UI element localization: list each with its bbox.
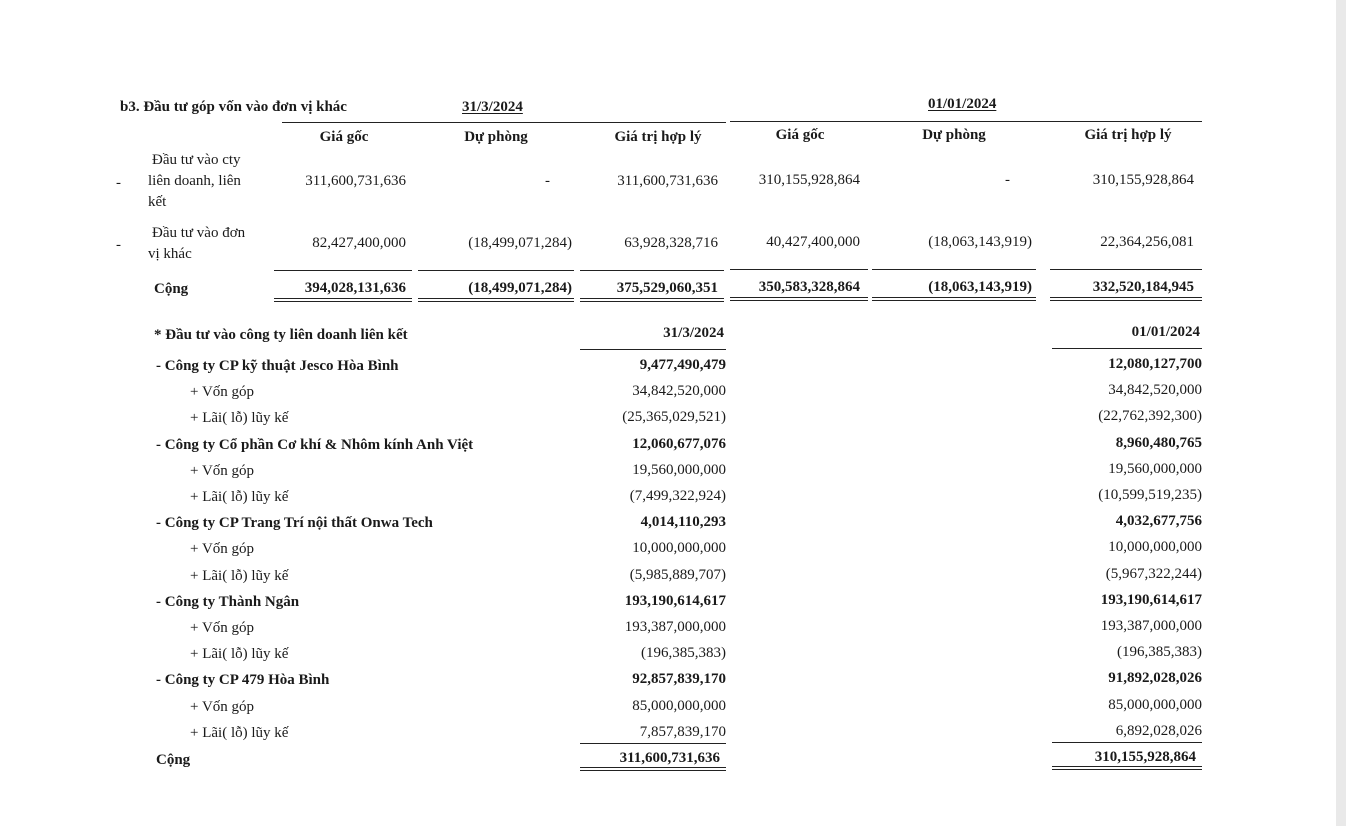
row-label-line: vị khác — [148, 246, 192, 262]
jv-period-1: 31/3/2024 — [663, 325, 724, 341]
total-value: 394,028,131,636 — [304, 280, 406, 296]
page-right-edge — [1336, 0, 1346, 826]
value-31-3-2024: 9,477,490,479 — [639, 357, 726, 373]
value-31-3-2024: (7,499,322,924) — [629, 488, 726, 504]
value-31-3-2024: 193,190,614,617 — [624, 593, 726, 609]
total-rule — [730, 269, 868, 270]
cell-value: 82,427,400,000 — [312, 235, 406, 251]
line-item-label: + Lãi( lỗ) lũy kế — [190, 410, 289, 426]
cell-value: (18,063,143,919) — [928, 234, 1032, 250]
total-double-rule — [730, 297, 868, 301]
b3-period-2-rule — [730, 121, 1202, 122]
total-label: Cộng — [154, 281, 189, 297]
line-item-label: + Lãi( lỗ) lũy kế — [190, 646, 289, 662]
jv-total-value-2: 310,155,928,864 — [1094, 749, 1196, 765]
b3-col-du-phong-1: Dự phòng — [464, 129, 528, 145]
value-01-01-2024: 8,960,480,765 — [1115, 435, 1202, 451]
line-item-label: + Vốn góp — [190, 463, 255, 479]
row-bullet: - — [116, 175, 121, 191]
total-value: 375,529,060,351 — [616, 280, 718, 296]
b3-col-gia-goc-2: Giá gốc — [775, 127, 825, 143]
jv-total-double-rule — [1052, 766, 1202, 770]
cell-value: (18,499,071,284) — [468, 235, 572, 251]
row-label-line: Đầu tư vào cty — [152, 152, 241, 168]
value-01-01-2024: 193,387,000,000 — [1100, 618, 1202, 634]
value-31-3-2024: (196,385,383) — [641, 645, 726, 661]
jv-period-2-rule — [1052, 348, 1202, 349]
line-item-label: + Lãi( lỗ) lũy kế — [190, 568, 289, 584]
value-31-3-2024: 12,060,677,076 — [632, 436, 726, 452]
b3-col-gia-tri-1: Giá trị hợp lý — [614, 129, 702, 145]
total-double-rule — [274, 298, 412, 302]
total-value: 350,583,328,864 — [758, 279, 860, 295]
total-double-rule — [418, 298, 574, 302]
value-01-01-2024: 91,892,028,026 — [1108, 670, 1202, 686]
value-01-01-2024: (22,762,392,300) — [1098, 408, 1202, 424]
value-31-3-2024: 193,387,000,000 — [624, 619, 726, 635]
value-31-3-2024: 85,000,000,000 — [632, 698, 726, 714]
jv-total-value-1: 311,600,731,636 — [619, 750, 720, 766]
b3-period-2: 01/01/2024 — [928, 96, 997, 112]
value-01-01-2024: 4,032,677,756 — [1115, 513, 1202, 529]
cell-value: 40,427,400,000 — [766, 234, 860, 250]
jv-period-1-rule — [580, 349, 726, 350]
cell-value: - — [1005, 172, 1010, 188]
total-value: (18,499,071,284) — [468, 280, 572, 296]
company-name: - Công ty Thành Ngân — [156, 594, 300, 610]
value-31-3-2024: (5,985,889,707) — [629, 567, 726, 583]
cell-value: - — [545, 173, 550, 189]
total-double-rule — [872, 297, 1036, 301]
row-bullet: - — [116, 237, 121, 253]
value-01-01-2024: (196,385,383) — [1117, 644, 1202, 660]
value-31-3-2024: 34,842,520,000 — [632, 383, 726, 399]
total-rule — [274, 270, 412, 271]
value-01-01-2024: 19,560,000,000 — [1108, 461, 1202, 477]
cell-value: 311,600,731,636 — [617, 173, 718, 189]
jv-total-rule — [1052, 742, 1202, 743]
total-value: (18,063,143,919) — [928, 279, 1032, 295]
value-01-01-2024: 6,892,028,026 — [1115, 723, 1202, 739]
value-31-3-2024: 10,000,000,000 — [632, 540, 726, 556]
row-label-line: Đầu tư vào đơn — [152, 225, 246, 241]
cell-value: 310,155,928,864 — [1092, 172, 1194, 188]
b3-col-du-phong-2: Dự phòng — [922, 127, 986, 143]
value-01-01-2024: (10,599,519,235) — [1098, 487, 1202, 503]
company-name: - Công ty CP 479 Hòa Bình — [156, 672, 330, 688]
total-rule — [872, 269, 1036, 270]
b3-heading: b3. Đầu tư góp vốn vào đơn vị khác — [120, 99, 347, 115]
value-01-01-2024: 10,000,000,000 — [1108, 539, 1202, 555]
total-rule — [580, 270, 724, 271]
line-item-label: + Vốn góp — [190, 620, 255, 636]
line-item-label: + Vốn góp — [190, 384, 255, 400]
value-31-3-2024: (25,365,029,521) — [622, 409, 726, 425]
b3-col-gia-goc-1: Giá gốc — [319, 129, 369, 145]
value-01-01-2024: 85,000,000,000 — [1108, 697, 1202, 713]
cell-value: 311,600,731,636 — [305, 173, 406, 189]
jv-total-rule — [580, 743, 726, 744]
line-item-label: + Vốn góp — [190, 699, 255, 715]
value-31-3-2024: 92,857,839,170 — [632, 671, 726, 687]
total-double-rule — [1050, 297, 1202, 301]
value-31-3-2024: 4,014,110,293 — [640, 514, 726, 530]
line-item-label: + Vốn góp — [190, 541, 255, 557]
value-31-3-2024: 7,857,839,170 — [639, 724, 726, 740]
company-name: - Công ty CP Trang Trí nội thất Onwa Tech — [156, 515, 433, 531]
value-01-01-2024: 193,190,614,617 — [1100, 592, 1202, 608]
value-01-01-2024: (5,967,322,244) — [1105, 566, 1202, 582]
total-rule — [1050, 269, 1202, 270]
line-item-label: + Lãi( lỗ) lũy kế — [190, 489, 289, 505]
total-rule — [418, 270, 574, 271]
b3-period-1-rule — [282, 122, 726, 123]
value-31-3-2024: 19,560,000,000 — [632, 462, 726, 478]
b3-col-gia-tri-2: Giá trị hợp lý — [1084, 127, 1172, 143]
jv-period-2: 01/01/2024 — [1131, 324, 1200, 340]
jv-total-double-rule — [580, 767, 726, 771]
cell-value: 63,928,328,716 — [624, 235, 718, 251]
row-label-line: liên doanh, liên — [148, 173, 241, 189]
line-item-label: + Lãi( lỗ) lũy kế — [190, 725, 289, 741]
total-value: 332,520,184,945 — [1092, 279, 1194, 295]
company-name: - Công ty Cổ phần Cơ khí & Nhôm kính Anh Việt — [156, 437, 474, 453]
jv-total-label: Cộng — [156, 752, 191, 768]
b3-period-1: 31/3/2024 — [462, 99, 523, 115]
cell-value: 310,155,928,864 — [758, 172, 860, 188]
company-name: - Công ty CP kỹ thuật Jesco Hòa Bình — [156, 358, 399, 374]
cell-value: 22,364,256,081 — [1100, 234, 1194, 250]
value-01-01-2024: 12,080,127,700 — [1108, 356, 1202, 372]
row-label-line: kết — [148, 194, 167, 210]
total-double-rule — [580, 298, 724, 302]
value-01-01-2024: 34,842,520,000 — [1108, 382, 1202, 398]
jv-heading: * Đầu tư vào công ty liên doanh liên kết — [154, 327, 408, 343]
